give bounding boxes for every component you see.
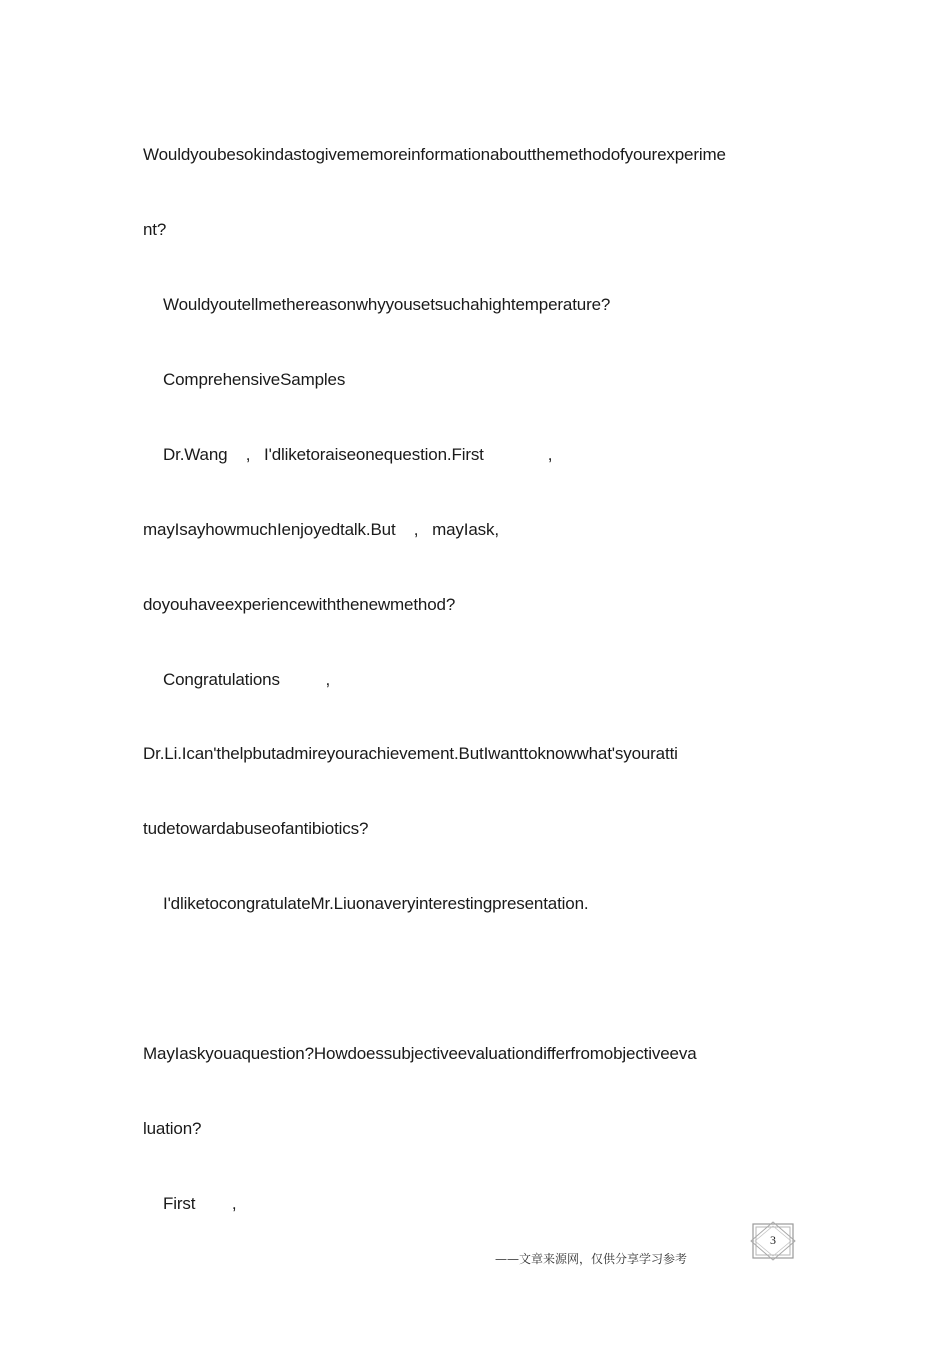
page-number-badge (750, 1221, 796, 1261)
text-line: Wouldyoubesokindastogivememoreinformationaboutthemethodofyourexperime (143, 145, 726, 164)
text-line: I'dliketocongratulateMr.Liuonaveryinterestingpresentation. (163, 894, 589, 913)
page-number: 3 (770, 1233, 776, 1247)
section-heading: ComprehensiveSamples (163, 370, 346, 389)
text-line: nt? (143, 220, 167, 239)
text-line: Dr.Li.Ican'thelpbutadmireyourachievement.ButIwanttoknowwhat'syouratti (143, 744, 678, 763)
text-line: luation? (143, 1119, 202, 1138)
text-line: tudetowardabuseofantibiotics? (143, 819, 369, 838)
text-line: Dr.Wang , I'dliketoraiseonequestion.First , (163, 445, 553, 464)
text-line: Wouldyoutellmethereasonwhyyousetsuchahightemperature? (163, 295, 611, 314)
text-line: First , (163, 1194, 237, 1213)
text-line: Congratulations , (163, 670, 331, 689)
text-line: MayIaskyouaquestion?Howdoessubjectiveevaluationdifferfromobjectiveeva (143, 1044, 697, 1063)
footer-note: ——文章来源网，仅供分享学习参考 (495, 1252, 688, 1266)
text-line: mayIsayhowmuchIenjoyedtalk.But , mayIask, (143, 520, 499, 539)
text-line: doyouhaveexperiencewiththenewmethod? (143, 595, 456, 614)
